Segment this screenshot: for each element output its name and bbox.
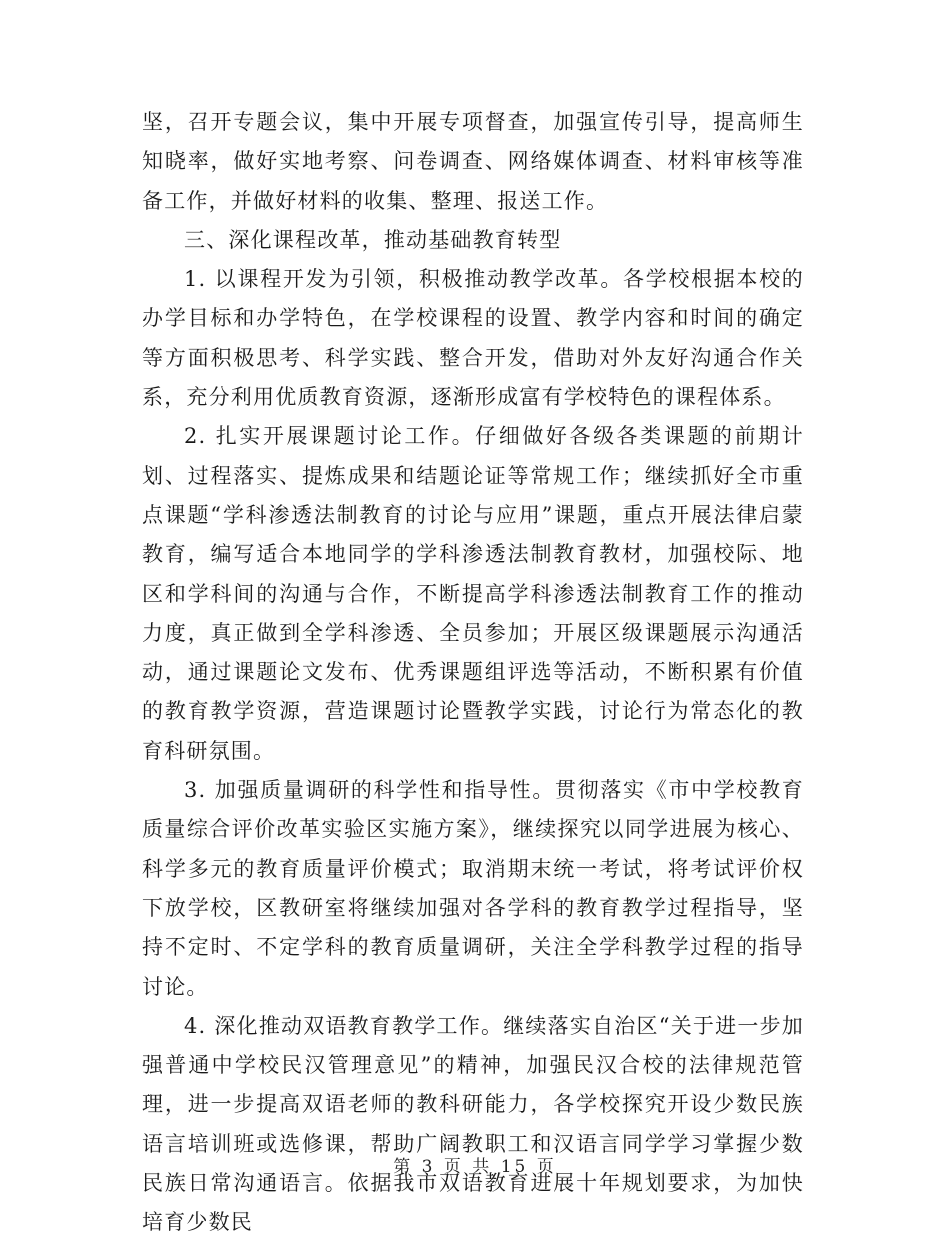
page-number-footer: 第 3 页 共 15 页 (393, 1157, 557, 1177)
paragraph-item-3: 3. 加强质量调研的科学性和指导性。贯彻落实《市中学校教育质量综合评价改革实验区实施方案》，继续探究以同学进展为核心、科学多元的教育质量评价模式；取消期末统一考试，将考试评价权下放学校，区教研室将继续加强对各学科的教育教学过程指导，坚持不定时、不定学科的教育质量调研，关注全学科教学过程的指导讨论。 (142, 778, 804, 999)
paragraph-item-2: 2. 扎实开展课题讨论工作。仔细做好各级各类课题的前期计划、过程落实、提炼成果和结题论证等常规工作；继续抓好全市重点课题“学科渗透法制教育的讨论与应用”课题，重点开展法律启蒙教育，编写适合本地同学的学科渗透法制教育教材，加强校际、地区和学科间的沟通与合作，不断提高学科渗透法制教育工作的推动力度，真正做到全学科渗透、全员参加；开展区级课题展示沟通活动，通过课题论文发布、优秀课题组评选等活动，不断积累有价值的教育教学资源，营造课题讨论暨教学实践，讨论行为常态化的教育科研氛围。 (142, 424, 804, 763)
paragraph-item-4: 4. 深化推动双语教育教学工作。继续落实自治区“关于进一步加强普通中学校民汉管理意见”的精神，加强民汉合校的法律规范管理，进一步提高双语老师的教科研能力，各学校探究开设少数民族语言培训班或选修课，帮助广阔教职工和汉语言同学学习掌握少数民族日常沟通语言。依据我市双语教育进展十年规划要求，为加快培育少数民 (142, 1013, 804, 1235)
document-body (142, 103, 804, 1243)
paragraph-continuation: 坚，召开专题会议，集中开展专项督查，加强宣传引导，提高师生知晓率，做好实地考察、问卷调查、网络媒体调查、材料审核等准备工作，并做好材料的收集、整理、报送工作。 (142, 110, 804, 213)
paragraph-item-1: 1. 以课程开发为引领，积极推动教学改革。各学校根据本校的办学目标和办学特色，在学校课程的设置、教学内容和时间的确定等方面积极思考、科学实践、整合开发，借助对外友好沟通合作关系，充分利用优质教育资源，逐渐形成富有学校特色的课程体系。 (142, 267, 804, 410)
section-heading: 三、深化课程改革，推动基础教育转型 (184, 227, 562, 252)
